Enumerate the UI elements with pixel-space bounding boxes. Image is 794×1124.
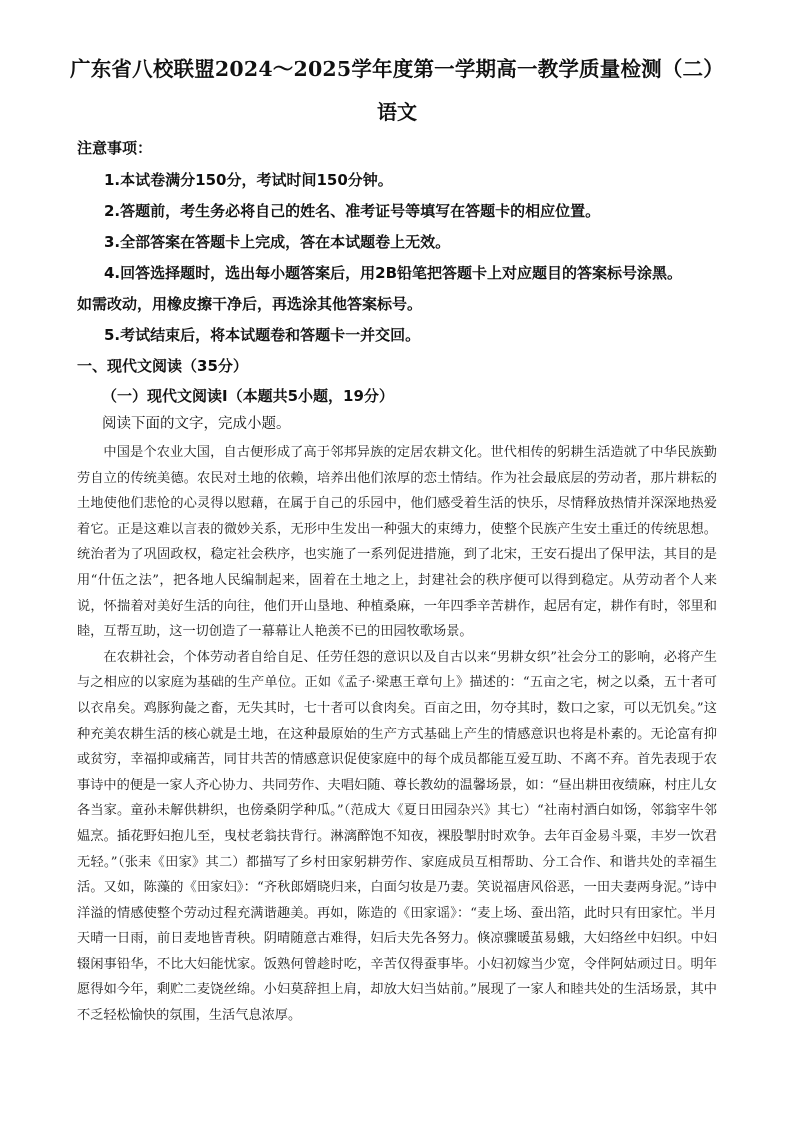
subsection-heading: （一）现代文阅读I（本题共5小题，19分） <box>102 387 394 405</box>
subject-title: 语文 <box>377 100 417 124</box>
notice-item-5: 5.考试结束后，将本试题卷和答题卡一并交回。 <box>104 326 421 344</box>
passage-paragraph: 中国是个农业大国，自古便形成了高于邻邦异族的定居农耕文化。世代相传的躬耕生活造就了中华民族勤劳自立的传统美德。农民对土地的依赖，培养出他们浓厚的恋土情结。作为社会最底层的劳动者，那片耕耘的土地使他们悲怆的心灵得以慰藉，在属于自己的乐园中，他们感受着生活的快乐，尽情释放热情并深深地热爱着它。正是这难以言表的微妙关系，无形中生发出一种强大的束缚力，使整个民族产生安土重迁的传统思想。统治者为了巩固政权，稳定社会秩序，也实施了一系列促进措施，到了北宋，王安石提出了保甲法，其目的是用“什伍之法”，把各地人民编制起来，固着在土地之上，封建社会的秩序便可以得到稳定。从劳动者个人来说，怀揣着对美好生活的向往，他们开山垦地、种植桑麻，一年四季辛苦耕作，起居有定，耕作有时，邻里和睦，互帮互助，这一切创造了一幕幕让人艳羡不已的田园牧歌场景。 <box>77 445 717 640</box>
reading-instruction: 阅读下面的文字，完成小题。 <box>102 416 291 432</box>
notice-heading: 注意事项： <box>77 139 153 157</box>
passage-paragraph: 在农耕社会，个体劳动者自给自足、任劳任怨的意识以及自古以来“男耕女织”社会分工的影响，必将产生与之相应的以家庭为基础的生产单位。正如《孟子·梁惠王章句上》描述的：“五亩之宅，树之以桑，五十者可以衣帛矣。鸡豚狗彘之畜，无失其时，七十者可以食肉矣。百亩之田，勿夺其时，数口之家，可以无饥矣。”这种充美农耕生活的核心就是土地，在这种最原始的生产方式基础上产生的情感意识也将是朴素的。无论富有抑或贫穷，幸福抑或痛苦，同甘共苦的情感意识促使家庭中的每个成员都能互爱互助、不离不弃。首先表现于农事诗中的便是一家人齐心协力、共同劳作、夫唱妇随、尊长教幼的温馨场景，如：“昼出耕田夜绩麻，村庄儿女各当家。童孙未解供耕织，也傍桑阴学种瓜。”（范成大《夏日田园杂兴》其七）“社南村酒白如饧，邻翁宰牛邻媪烹。插花野妇抱儿至，曳杖老翁扶背行。淋漓醉饱不知夜，裸股掣肘时欢争。去年百金易斗粟，丰岁一饮君无轻。”（张耒《田家》其二）都描写了乡村田家躬耕劳作、家庭成员互相帮助、分工合作、和谐共处的幸福生活。又如，陈藻的《田家妇》：“齐秋郎婿晓归来，白面匀妆是乃妻。笑说福唐风俗恶，一田夫妻两身泥。”诗中洋溢的情感使整个劳动过程充满谐趣美。再如，陈造的《田家谣》：“麦上场、蚕出箔，此时只有田家忙。半月天晴一日雨，前日麦地皆青秧。阴晴随意古难得，妇后夫先各努力。倏凉骤暖茧易蛾，大妇络丝中妇织。中妇辍闲事铅华，不比大妇能忧家。饭熟何曾趁时吃，辛苦仅得蚕事毕。小妇初嫁当少宽，令伴阿姑顽过日。明年愿得如今年，剩贮二麦饶丝绵。小妇莫辞担上肩，却放大妇当姑前。”展现了一家人和睦共处的生活场景，其中不乏轻松愉快的氛围，生活气息浓厚。 <box>77 649 717 1024</box>
reading-passage <box>77 440 717 1029</box>
notice-item-1: 1.本试卷满分150分，考试时间150分钟。 <box>104 171 393 189</box>
notice-item-4: 4.回答选择题时，选出每小题答案后，用2B铅笔把答题卡上对应题目的答案标号涂黑。 <box>104 264 683 282</box>
section-heading: 一、现代文阅读（35分） <box>77 357 248 375</box>
exam-title: 广东省八校联盟2024～2025学年度第一学期高一教学质量检测（二） <box>70 57 724 81</box>
notice-item-2: 2.答题前，考生务必将自己的姓名、准考证号等填写在答题卡的相应位置。 <box>104 202 601 220</box>
notice-item-3: 3.全部答案在答题卡上完成，答在本试题卷上无效。 <box>104 233 451 251</box>
notice-item-4-continued: 如需改动，用橡皮擦干净后，再选涂其他答案标号。 <box>77 295 423 313</box>
